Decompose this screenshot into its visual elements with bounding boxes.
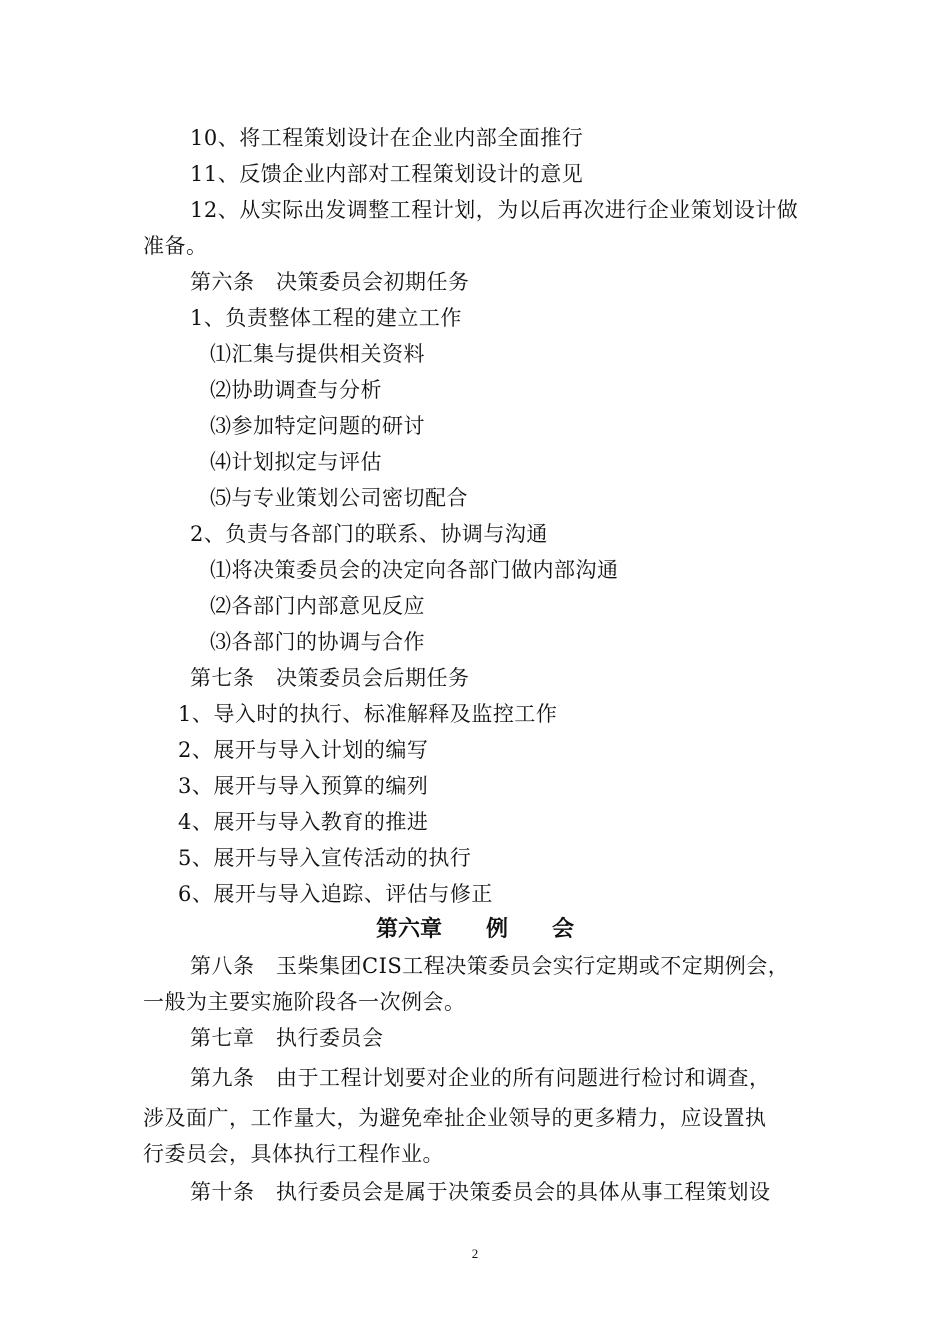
text-line: 第八条 玉柴集团CIS工程决策委员会实行定期或不定期例会， bbox=[190, 954, 790, 978]
text-line: ⑴将决策委员会的决定向各部门做内部沟通 bbox=[210, 558, 619, 582]
text-line: ⑶参加特定问题的研讨 bbox=[210, 414, 425, 438]
article-heading: 第六条 决策委员会初期任务 bbox=[190, 270, 470, 294]
text-line: ⑵各部门内部意见反应 bbox=[210, 594, 425, 618]
text-line: ⑷计划拟定与评估 bbox=[210, 450, 382, 474]
page-number: 2 bbox=[471, 1246, 479, 1261]
text-line: 准备。 bbox=[143, 234, 208, 258]
text-line: ⑸与专业策划公司密切配合 bbox=[210, 486, 468, 510]
text-line: ⑵协助调查与分析 bbox=[210, 378, 382, 402]
text-line: 10、将工程策划设计在企业内部全面推行 bbox=[190, 126, 584, 150]
article-heading: 第七条 决策委员会后期任务 bbox=[190, 666, 470, 690]
text-line: ⑶各部门的协调与合作 bbox=[210, 630, 425, 654]
text-line: 涉及面广，工作量大，为避免牵扯企业领导的更多精力，应设置执 bbox=[143, 1106, 767, 1130]
text-line: 6、展开与导入追踪、评估与修正 bbox=[178, 882, 493, 906]
text-line: 1、负责整体工程的建立工作 bbox=[190, 306, 462, 330]
text-line: 行委员会，具体执行工程作业。 bbox=[143, 1142, 444, 1166]
text-line: 2、负责与各部门的联系、协调与沟通 bbox=[190, 522, 548, 546]
text-line: 11、反馈企业内部对工程策划设计的意见 bbox=[190, 162, 584, 186]
text-line: 12、从实际出发调整工程计划，为以后再次进行企业策划设计做 bbox=[190, 198, 799, 222]
text-line: 第十条 执行委员会是属于决策委员会的具体从事工程策划设 bbox=[190, 1180, 771, 1204]
text-line: 3、展开与导入预算的编列 bbox=[178, 774, 429, 798]
text-line: ⑴汇集与提供相关资料 bbox=[210, 342, 425, 366]
text-line: 一般为主要实施阶段各一次例会。 bbox=[143, 990, 466, 1014]
chapter-subheading: 第七章 执行委员会 bbox=[190, 1026, 384, 1050]
chapter-heading: 第六章 例 会 bbox=[375, 917, 574, 942]
text-line: 2、展开与导入计划的编写 bbox=[178, 738, 429, 762]
text-line: 5、展开与导入宣传活动的执行 bbox=[178, 846, 472, 870]
text-line: 4、展开与导入教育的推进 bbox=[178, 810, 429, 834]
text-line: 1、导入时的执行、标准解释及监控工作 bbox=[178, 702, 558, 726]
text-line: 第九条 由于工程计划要对企业的所有问题进行检讨和调查， bbox=[190, 1066, 771, 1090]
